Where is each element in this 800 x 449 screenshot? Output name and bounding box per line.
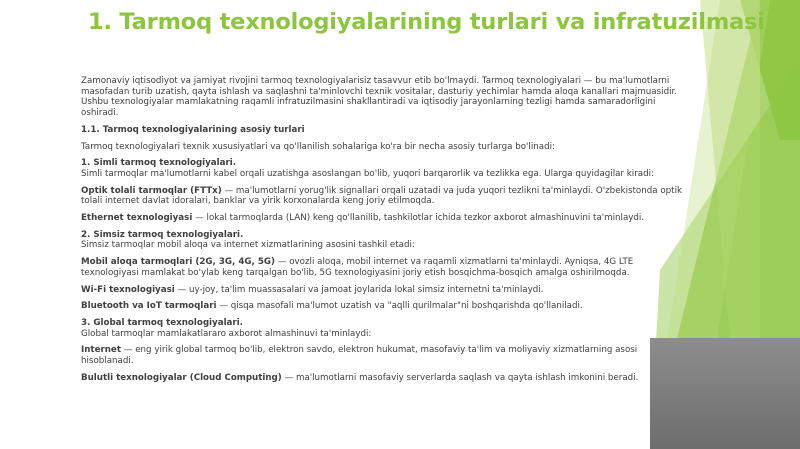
item-term: Mobil aloqa tarmoqlari (2G, 3G, 4G, 5G) bbox=[81, 257, 276, 268]
group-text: Global tarmoqlar mamlakatlararo axborot almashinuvi ta'minlaydi: bbox=[81, 328, 372, 339]
item-term: Optik tolali tarmoqlar (FTTx) bbox=[81, 185, 222, 196]
intro-paragraph: Zamonaviy iqtisodiyot va jamiyat rivojini tarmoq texnologiyalarisiz tasavvur etib bo'lmaydi. Tarmoq texnologiyalari — bu ma'lumotlarni masofadan turib uzatish, qayta ishlash va saqlashni ta'minlovchi texnik vositalar, dasturiy yechimlar hamda aloqa kanallari majmuasidir. Ushbu texnologiyalar mamlakatning raqamli infratuzilmasini shakllantiradi va iqtisodiy jarayonlarning tezligi hamda samaradorligini oshiradi. bbox=[81, 76, 678, 119]
list-item bbox=[81, 257, 691, 278]
item-desc: — qisqa masofali ma'lumot uzatish va "aqlli qurilmalar"ni boshqarishda qo'llaniladi. bbox=[216, 301, 583, 312]
group-block bbox=[81, 158, 691, 179]
group-text: Simli tarmoqlar ma'lumotlarni kabel orqali uzatishga asoslangan bo'lib, yuqori barqarorlik va tezlikka ega. Ularga quyidagilar kiradi: bbox=[81, 168, 654, 179]
item-term: Wi-Fi texnologiyasi bbox=[81, 284, 175, 295]
item-desc: — uy-joy, ta'lim muassasalari va jamoat joylarida lokal simsiz internetni ta'minlaydi. bbox=[174, 284, 544, 295]
group-block bbox=[81, 230, 691, 251]
item-desc: — eng yirik global tarmoq bo'lib, elektron savdo, elektron hukumat, masofaviy ta'lim va moliyaviy xizmatlarning asosi hisoblanadi. bbox=[81, 345, 638, 367]
section-intro: Tarmoq texnologiyalari texnik xususiyatlari va qo'llanilish sohalariga ko'ra bir necha asosiy turlarga bo'linadi: bbox=[81, 141, 555, 152]
group-heading: 3. Global tarmoq texnologiyalari. bbox=[81, 317, 243, 328]
page-title: 1. Tarmoq texnologiyalarining turlari va infratuzilmasi bbox=[88, 9, 765, 35]
list-item bbox=[81, 345, 691, 366]
photo-placeholder-image bbox=[650, 338, 800, 449]
item-term: Bluetooth va IoT tarmoqlari bbox=[81, 301, 217, 312]
list-item bbox=[81, 301, 691, 312]
item-desc: — ma'lumotlarni yorug'lik signallari orqali uzatadi va juda yuqori tezlikni ta'minlaydi. O'zbekistonda optik tolali internet davlat idoralari, banklar va yirik korxonalarda keng joriy etilmoqda. bbox=[81, 185, 683, 207]
group-text: Simsiz tarmoqlar mobil aloqa va internet xizmatlarining asosini tashkil etadi: bbox=[81, 240, 415, 251]
item-term: Bulutli texnologiyalar (Cloud Computing) bbox=[81, 372, 282, 383]
list-item bbox=[81, 373, 691, 384]
item-term: Ethernet texnologiyasi bbox=[81, 213, 193, 224]
list-item bbox=[81, 285, 691, 296]
group-heading: 2. Simsiz tarmoq texnologiyalari. bbox=[81, 229, 244, 240]
list-item bbox=[81, 213, 691, 224]
document-body bbox=[81, 76, 691, 389]
item-desc: — ovozli aloqa, mobil internet va raqamli xizmatlarni ta'minlaydi. Ayniqsa, 4G LTE texnologiyasi mamlakat bo'ylab keng tarqalgan bo'lib, 5G texnologiyasini joriy etish bosqichma-bosqich amalga oshirilmoqda. bbox=[81, 257, 634, 278]
item-term: Internet bbox=[81, 345, 121, 356]
list-item bbox=[81, 186, 691, 207]
section-heading: 1.1. Tarmoq texnologiyalarining asosiy turlari bbox=[81, 124, 305, 135]
item-desc: — ma'lumotlarni masofaviy serverlarda saqlash va qayta ishlash imkonini beradi. bbox=[281, 372, 639, 383]
group-heading: 1. Simli tarmoq texnologiyalari. bbox=[81, 158, 237, 169]
group-block bbox=[81, 318, 691, 339]
item-desc: — lokal tarmoqlarda (LAN) keng qo'llanilib, tashkilotlar ichida tezkor axborot almashinuvini ta'minlaydi. bbox=[192, 213, 645, 224]
